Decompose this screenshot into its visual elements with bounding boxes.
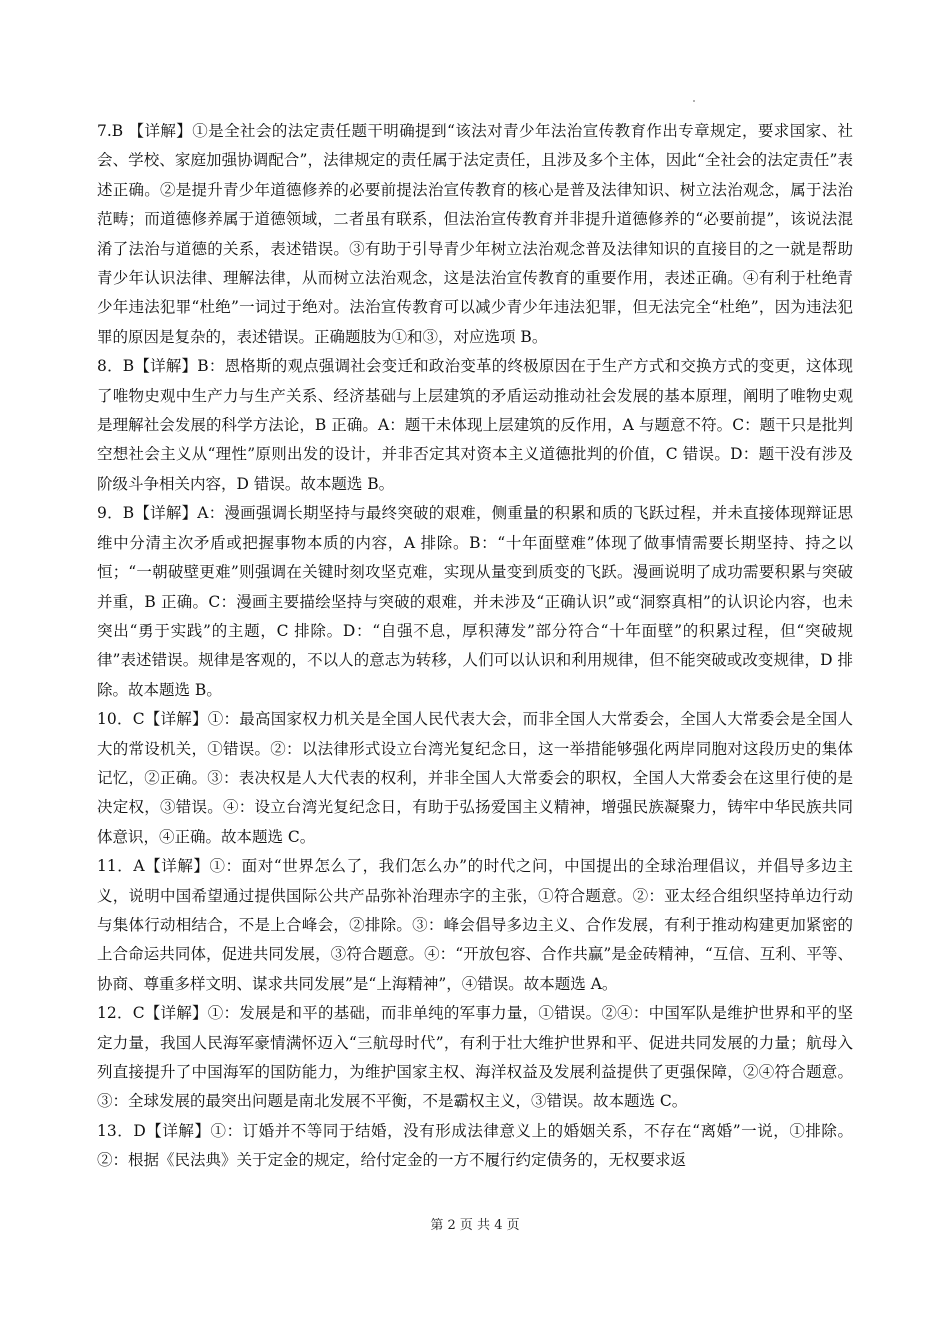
page-number-footer: 第 2 页 共 4 页: [430, 1218, 520, 1233]
scan-speck: [693, 100, 695, 102]
answer-item-11: 11．A【详解】①：面对“世界怎么了，我们怎么办”的时代之问，中国提出的全球治理倡议，并倡导多边主义，说明中国希望通过提供国际公共产品弥补治理赤字的主张，①符合题意。②：亚太经合组织坚持单边行动与集体行动相结合，不是上合峰会，②排除。③：峰会倡导多边主义、合作发展，有利于推动构建更加紧密的上合命运共同体，促进共同发展，③符合题意。④：“开放包容、合作共赢”是金砖精神，“互信、互利、平等、协商、尊重多样文明、谋求共同发展”是“上海精神”，④错误。故本题选 A。: [97, 857, 853, 993]
answer-item-10: 10．C【详解】①：最高国家权力机关是全国人民代表大会，而非全国人大常委会，全国人大常委会是全国人大的常设机关，①错误。②：以法律形式设立台湾光复纪念日，这一举措能够强化两岸同胞对这段历史的集体记忆，②正确。③：表决权是人大代表的权利，并非全国人大常委会的职权，全国人大常委会在这里行使的是决定权，③错误。④：设立台湾光复纪念日，有助于弘扬爱国主义精神，增强民族凝聚力，铸牢中华民族共同体意识，④正确。故本题选 C。: [97, 710, 853, 846]
answer-item-12: 12．C【详解】①：发展是和平的基础，而非单纯的军事力量，①错误。②④：中国军队是维护世界和平的坚定力量，我国人民海军豪情满怀迈入“三航母时代”，有利于壮大维护世界和平、促进共同发展的力量；航母入列直接提升了中国海军的国防能力，为维护国家主权、海洋权益及发展利益提供了更强保障，②④符合题意。③：全球发展的最突出问题是南北发展不平衡，不是霸权主义，③错误。故本题选 C。: [97, 1004, 853, 1111]
answer-item-8: 8．B【详解】B：恩格斯的观点强调社会变迁和政治变革的终极原因在于生产方式和交换方式的变更，这体现了唯物史观中生产力与生产关系、经济基础与上层建筑的矛盾运动推动社会发展的基本原理，阐明了唯物史观是理解社会发展的科学方法论，B 正确。A：题干未体现上层建筑的反作用，A 与题意不符。C：题干只是批判空想社会主义从“理性”原则出发的设计，并非否定其对资本主义道德批判的价值，C 错误。D：题干没有涉及阶级斗争相关内容，D 错误。故本题选 B。: [97, 357, 853, 493]
answer-item-13: 13．D【详解】①：订婚并不等同于结婚，没有形成法律意义上的婚姻关系，不存在“离婚”一说，①排除。②：根据《民法典》关于定金的规定，给付定金的一方不履行约定债务的，无权要求返: [97, 1121, 853, 1170]
answer-item-9: 9．B【详解】A：漫画强调长期坚持与最终突破的艰难，侧重量的积累和质的飞跃过程，并未直接体现辩证思维中分清主次矛盾或把握事物本质的内容，A 排除。B：“十年面壁难”体现了做事情需要长期坚持、持之以恒；“一朝破壁更难”则强调在关键时刻攻坚克难，实现从量变到质变的飞跃。漫画说明了成功需要积累与突破并重，B 正确。C：漫画主要描绘坚持与突破的艰难，并未涉及“正确认识”或“洞察真相”的认识论内容，也未突出“勇于实践”的主题，C 排除。D：“自强不息，厚积薄发”部分符合“十年面壁”的积累过程，但“突破规律”表述错误。规律是客观的，不以人的意志为转移，人们可以认识和利用规律，但不能突破或改变规律，D 排除。故本题选 B。: [97, 504, 853, 699]
answer-item-7: 7.B 【详解】①是全社会的法定责任题干明确提到“该法对青少年法治宣传教育作出专章规定，要求国家、社会、学校、家庭加强协调配合”，法律规定的责任属于法定责任，且涉及多个主体，因此“全社会的法定责任”表述正确。②是提升青少年道德修养的必要前提法治宣传教育的核心是普及法律知识、树立法治观念，属于法治范畴；而道德修养属于道德领域，二者虽有联系，但法治宣传教育并非提升道德修养的“必要前提”，该说法混淆了法治与道德的关系，表述错误。③有助于引导青少年树立法治观念普及法律知识的直接目的之一就是帮助青少年认识法律、理解法律，从而树立法治观念，这是法治宣传教育的重要作用，表述正确。④有利于杜绝青少年违法犯罪“杜绝”一词过于绝对。法治宣传教育可以减少青少年违法犯罪，但无法完全“杜绝”，因为违法犯罪的原因是复杂的，表述错误。正确题肢为①和③，对应选项 B。: [97, 122, 853, 346]
answer-explanations: [97, 117, 853, 1176]
